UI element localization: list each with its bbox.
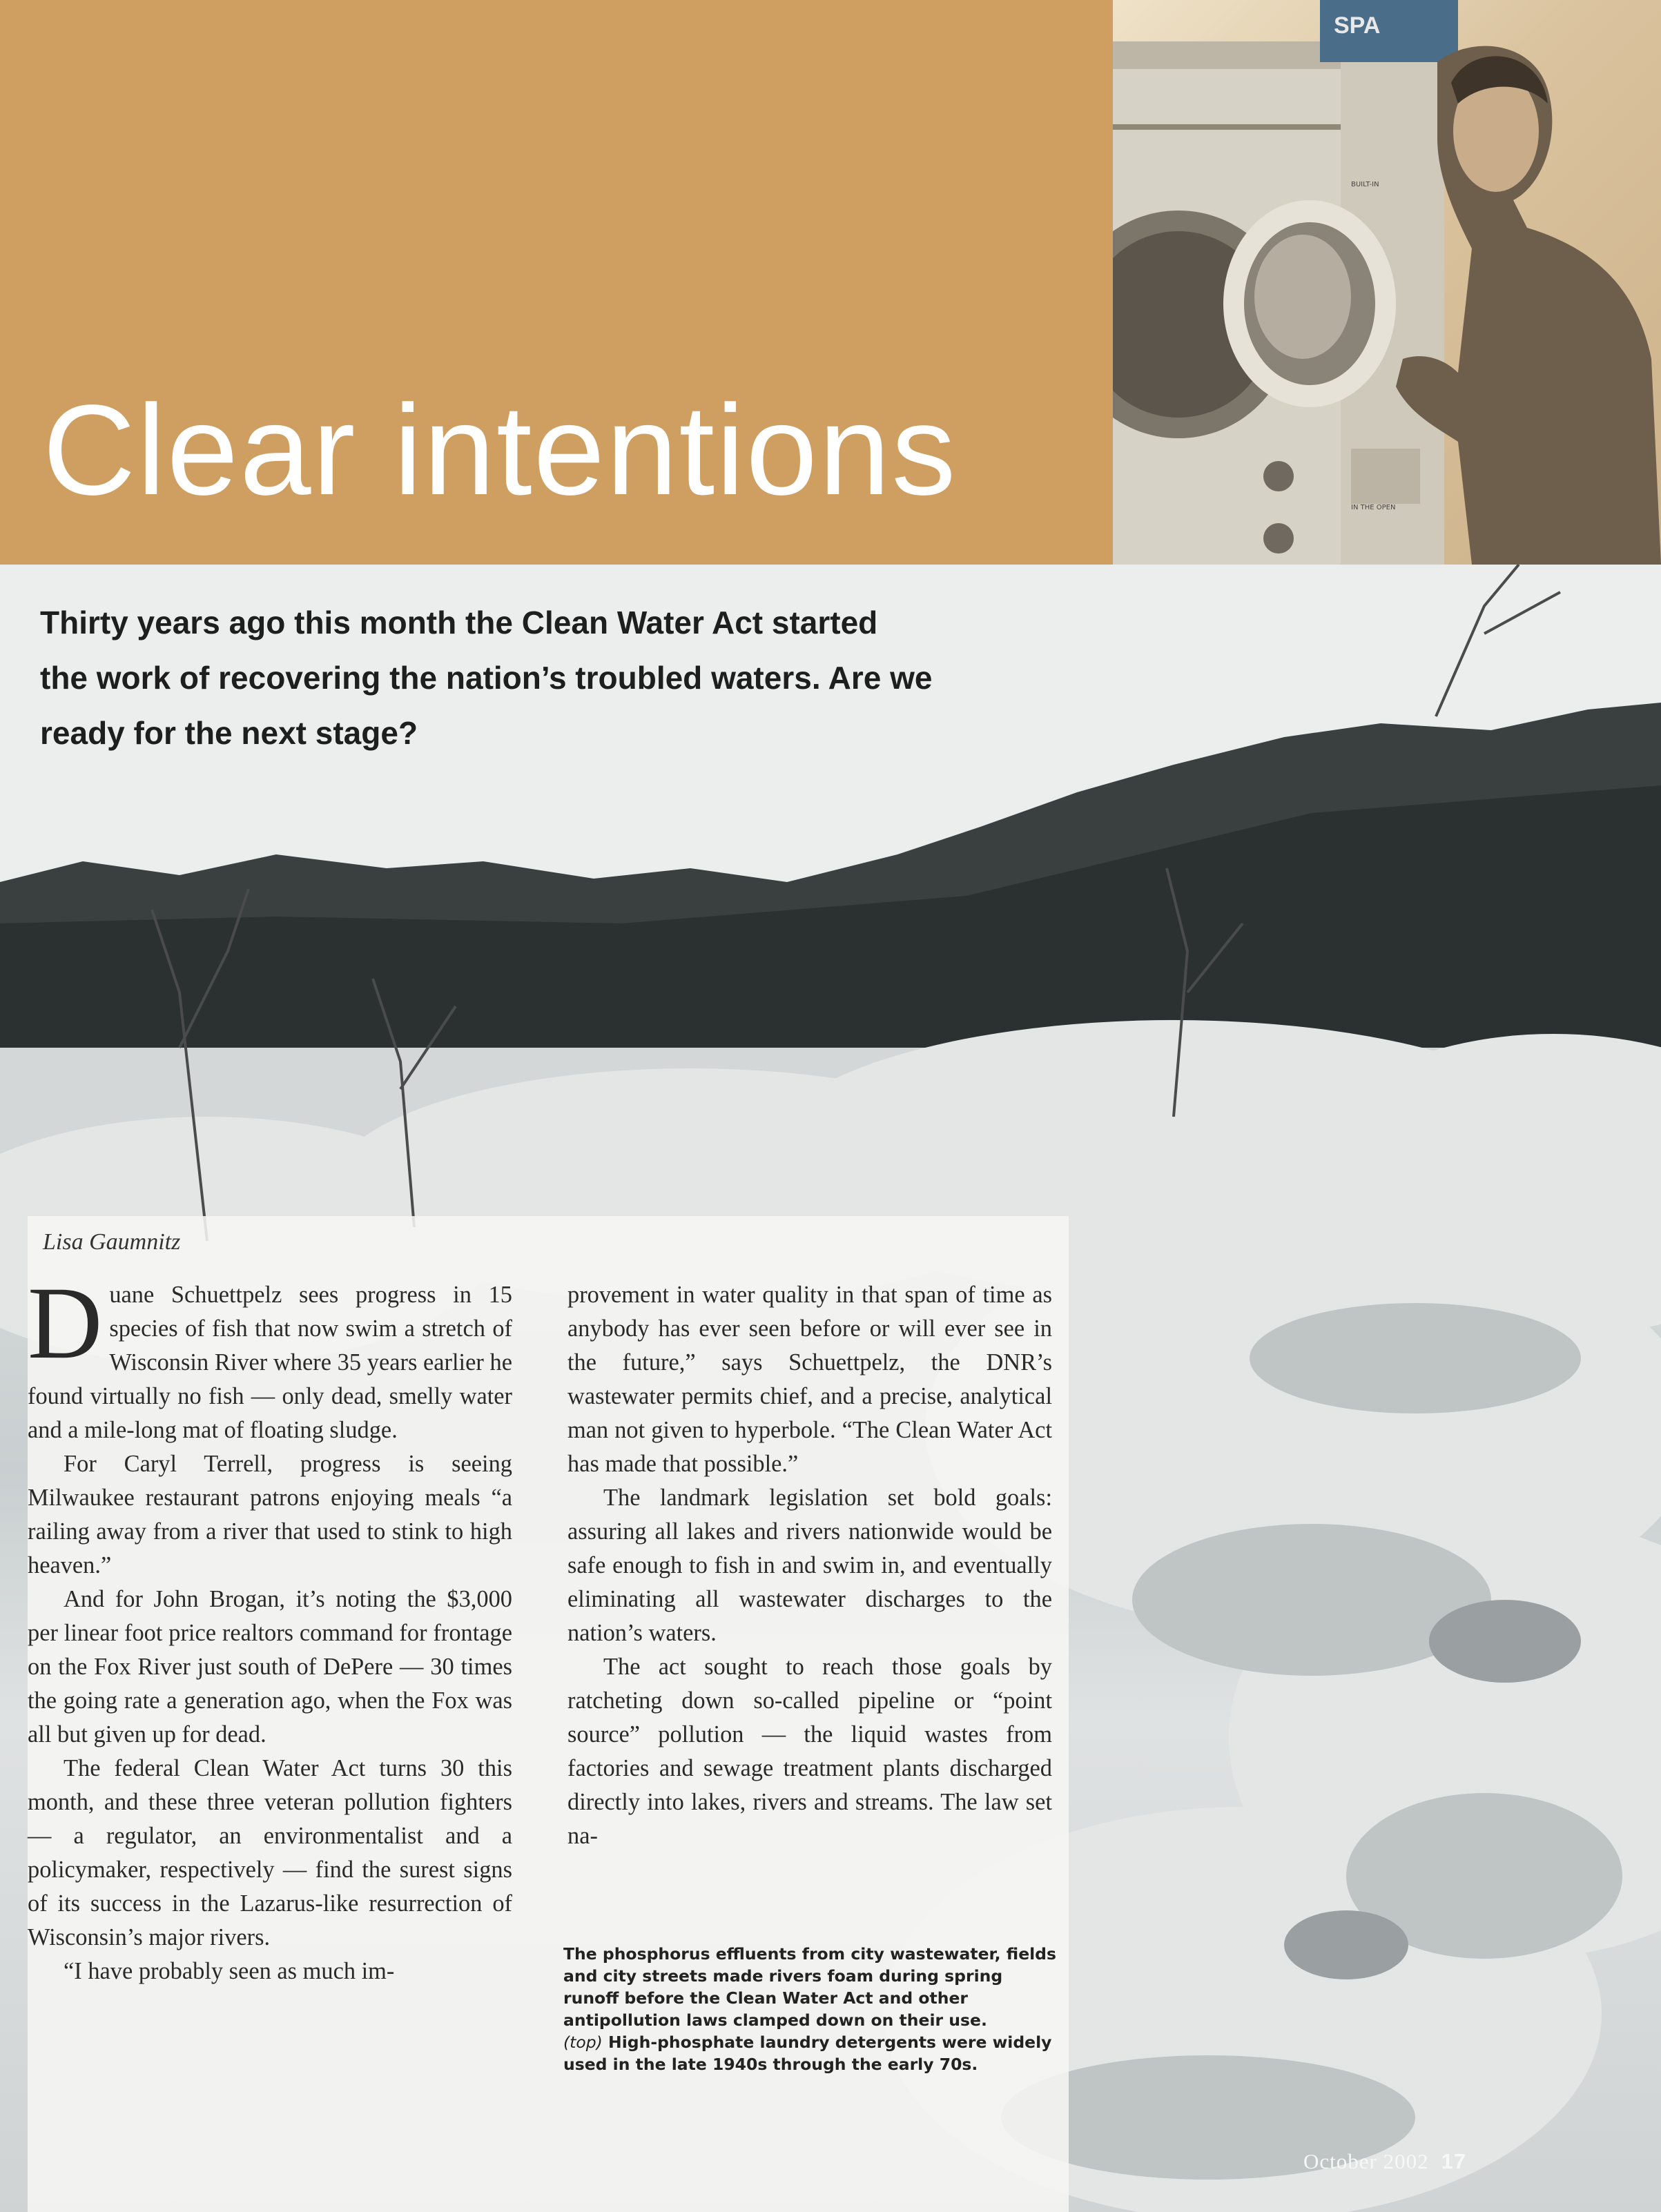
machine-sign-text: SPA — [1334, 12, 1381, 39]
deck-line-1: Thirty years ago this month the Clean Water Act started — [40, 605, 878, 640]
article-column-right — [567, 1278, 1052, 1853]
machine-label-builtin: BUILT-IN — [1351, 181, 1379, 188]
article-paragraph: The landmark legislation set bold goals: assuring all lakes and rivers nationwide would be safe enough to fish in and swim in, and eventually eliminating all wastewater discharges to the nation’s waters. — [567, 1485, 1052, 1646]
deck-line-3: ready for the next stage? — [40, 715, 418, 751]
article-paragraph — [28, 1266, 512, 1447]
article-paragraph: The federal Clean Water Act turns 30 this month, and these three veteran pollution fighters — a regulator, an environmentalist and a policymaker, respectively — find the surest signs of its success in the Lazarus-like resurrection of Wisconsin’s major rivers. — [28, 1755, 512, 1950]
byline: Lisa Gaumnitz — [43, 1229, 181, 1255]
page-number: 17 — [1441, 2149, 1467, 2173]
page-title: Clear intentions — [43, 379, 958, 522]
caption-secondary-text: High-phosphate laundry detergents were widely used in the late 1940s through the early 70s. — [563, 2033, 1052, 2074]
folio — [1303, 2149, 1466, 2174]
article-paragraph: The act sought to reach those goals by ratcheting down so-called pipeline or “point source” pollution — the liquid wastes from factories and sewage treatment plants discharged directly into lakes, rivers and streams. The law set na- — [567, 1654, 1052, 1849]
paragraph-text: uane Schuettpelz sees progress in 15 species of fish that now swim a stretch of Wisconsin River where 35 years earlier he found virtually no fish — only dead, smelly water and a mile-long mat of floating sludge. — [28, 1282, 512, 1443]
issue-date: October 2002 — [1303, 2149, 1429, 2173]
article-paragraph: And for John Brogan, it’s noting the $3,000 per linear foot price realtors command for frontage on the Fox River just south of DePere — 30 times the going rate a generation ago, when the Fox was all but given up for dead. — [28, 1586, 512, 1748]
laundry-illustration — [1113, 0, 1661, 565]
deck — [40, 595, 1076, 761]
article-paragraph: For Caryl Terrell, progress is seeing Milwaukee restaurant patrons enjoying meals “a railing away from a river that used to stink to high heaven.” — [28, 1451, 512, 1578]
deck-line-2: the work of recovering the nation’s troubled waters. Are we — [40, 660, 933, 696]
article-paragraph: provement in water quality in that span of time as anybody has ever seen before or will ever see in the future,” says Schuettpelz, the DNR’s wastewater permits chief, and a precise, analytical man not given to hyperbole. “The Clean Water Act has made that possible.” — [567, 1282, 1052, 1477]
caption-tag: (top) — [563, 2033, 603, 2052]
article-paragraph: “I have probably seen as much im- — [64, 1958, 395, 1984]
drop-cap: D — [28, 1266, 103, 1380]
caption-main: The phosphorus effluents from city wastewater, fields and city streets made rivers foam during spring runoff before the Clean Water Act and other antipollution laws clamped down on their use. — [563, 1944, 1056, 2030]
laundry-photo — [1113, 0, 1661, 565]
machine-label-open: IN THE OPEN — [1351, 504, 1396, 511]
caption-secondary — [563, 2031, 1060, 2075]
article-column-left — [28, 1266, 512, 1988]
photo-caption — [563, 1943, 1060, 2075]
